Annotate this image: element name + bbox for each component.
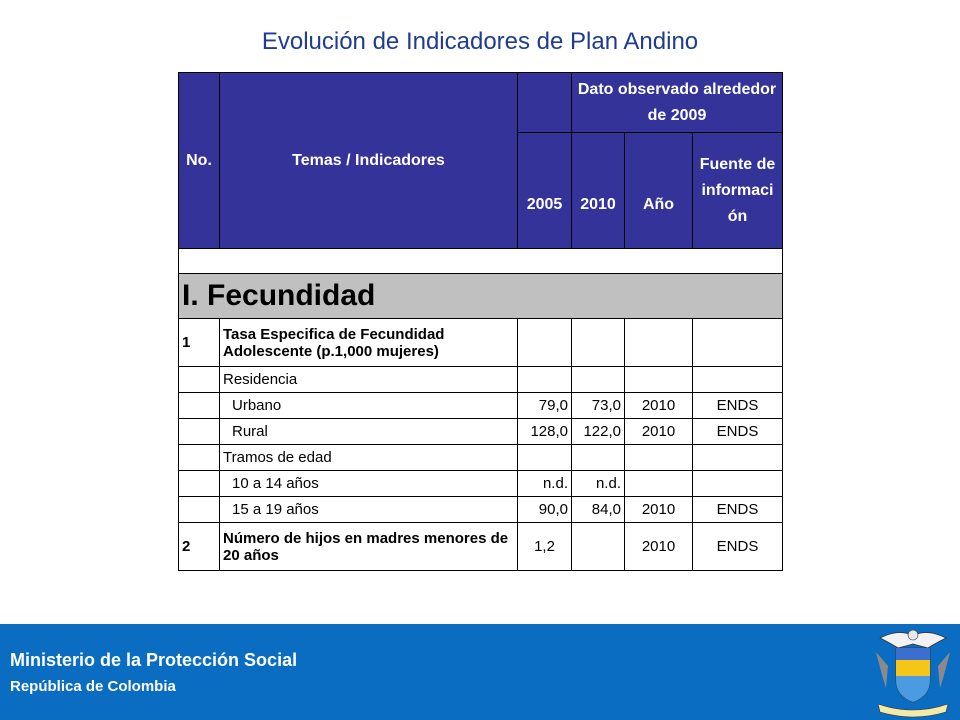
table-row (179, 419, 783, 445)
row-no: 2 (179, 523, 220, 571)
row-2010 (572, 445, 625, 471)
row-2005: 128,0 (518, 419, 572, 445)
row-anio (625, 471, 693, 497)
row-2010 (572, 367, 625, 393)
header-blank (518, 73, 572, 133)
row-anio: 2010 (625, 393, 693, 419)
section-row (179, 274, 783, 319)
footer-bar (0, 624, 960, 720)
row-label: 15 a 19 años (220, 497, 518, 523)
row-2005: 79,0 (518, 393, 572, 419)
row-no: 1 (179, 319, 220, 367)
row-fuente: ENDS (693, 419, 783, 445)
row-fuente (693, 445, 783, 471)
row-2010: 84,0 (572, 497, 625, 523)
header-dato-observado: Dato observado alrededor de 2009 (572, 73, 783, 133)
row-anio (625, 367, 693, 393)
row-fuente: ENDS (693, 497, 783, 523)
row-label: Número de hijos en madres menores de 20 años (220, 523, 518, 571)
row-label: 10 a 14 años (220, 471, 518, 497)
row-2005 (518, 445, 572, 471)
row-no (179, 497, 220, 523)
table-row (179, 497, 783, 523)
row-no (179, 367, 220, 393)
header-no: No. (179, 73, 220, 249)
row-2005: 90,0 (518, 497, 572, 523)
coat-of-arms-icon (870, 626, 956, 718)
row-no (179, 445, 220, 471)
row-2005: n.d. (518, 471, 572, 497)
row-anio: 2010 (625, 419, 693, 445)
page-title: Evolución de Indicadores de Plan Andino (261, 28, 699, 55)
row-anio: 2010 (625, 497, 693, 523)
row-fuente (693, 367, 783, 393)
row-no (179, 471, 220, 497)
section-title: I. Fecundidad (179, 274, 783, 319)
header-fuente: Fuente de informaci ón (693, 133, 783, 249)
row-2010 (572, 319, 625, 367)
indicators-table (178, 72, 783, 571)
row-2005 (518, 319, 572, 367)
table-row (179, 367, 783, 393)
row-2010: 73,0 (572, 393, 625, 419)
row-label: Tasa Especifica de Fecundidad Adolescente (p.1,000 mujeres) (220, 319, 518, 367)
row-fuente (693, 471, 783, 497)
header-2010: 2010 (572, 133, 625, 249)
header-2005: 2005 (518, 133, 572, 249)
table-row (179, 523, 783, 571)
table-row (179, 471, 783, 497)
row-fuente (693, 319, 783, 367)
row-anio: 2010 (625, 523, 693, 571)
row-label: Rural (220, 419, 518, 445)
row-label: Urbano (220, 393, 518, 419)
row-2010: 122,0 (572, 419, 625, 445)
table-row (179, 393, 783, 419)
spacer-row (179, 249, 783, 274)
row-fuente: ENDS (693, 393, 783, 419)
row-no (179, 393, 220, 419)
table-row (179, 319, 783, 367)
row-label: Residencia (220, 367, 518, 393)
row-no (179, 419, 220, 445)
header-anio: Año (625, 133, 693, 249)
row-2005: 1,2 (518, 523, 572, 571)
row-anio (625, 319, 693, 367)
row-label: Tramos de edad (220, 445, 518, 471)
row-fuente: ENDS (693, 523, 783, 571)
row-2010: n.d. (572, 471, 625, 497)
table-row (179, 445, 783, 471)
row-2005 (518, 367, 572, 393)
row-2010 (572, 523, 625, 571)
header-temas: Temas / Indicadores (220, 73, 518, 249)
ministry-name: Ministerio de la Protección Social (10, 650, 298, 670)
republic-name: República de Colombia (10, 678, 176, 695)
row-anio (625, 445, 693, 471)
